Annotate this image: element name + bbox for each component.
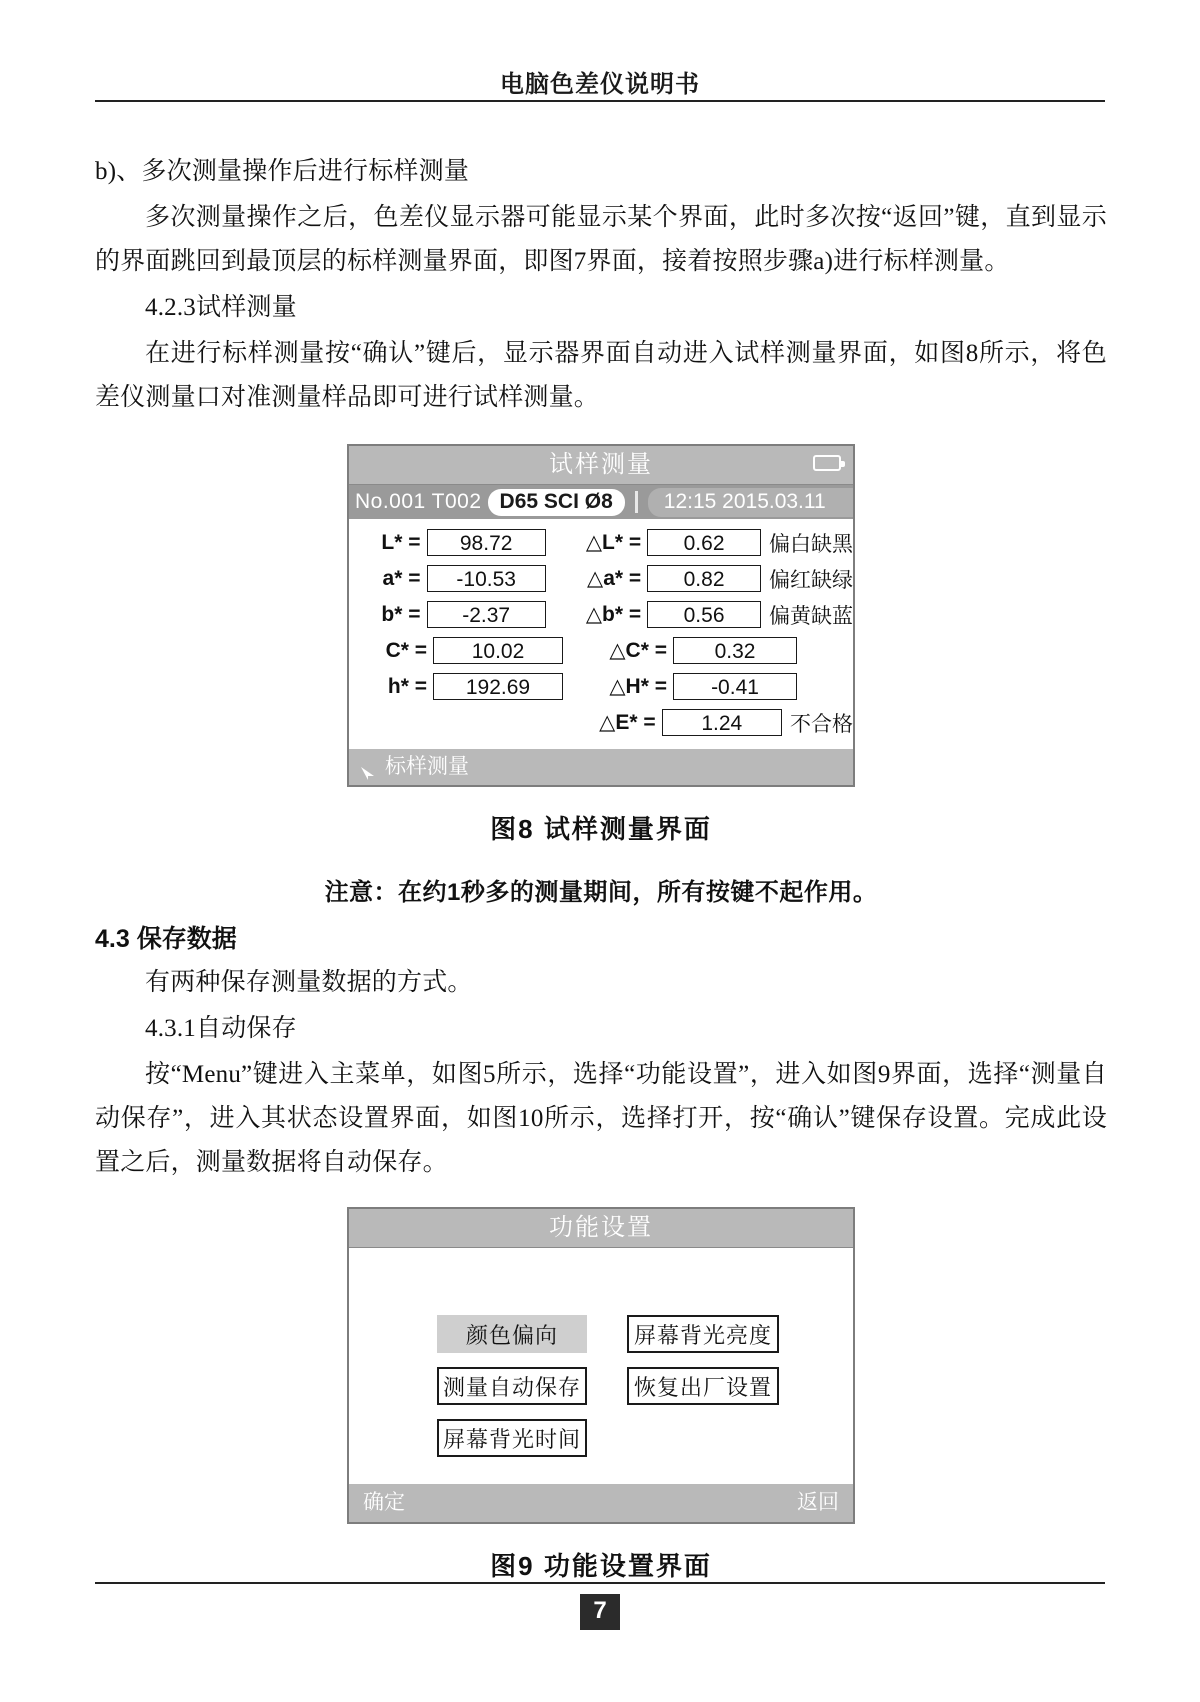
label-delta-a: △a* =	[587, 567, 642, 590]
hint-delta-b: 偏黄缺蓝	[768, 604, 853, 628]
measurement-row	[349, 599, 853, 630]
settings-footer-bar	[349, 1484, 853, 1522]
figure-8-caption: 图8 试样测量界面	[490, 814, 712, 844]
value-delta-b: 0.56	[647, 601, 761, 628]
value-C: 10.02	[433, 637, 563, 664]
label-delta-H: △H* =	[609, 675, 667, 698]
figure-9-caption: 图9 功能设置界面	[490, 1551, 712, 1581]
paragraph-repeat-measure: 多次测量操作之后，色差仪显示器可能显示某个界面，此时多次按“返回”键，直到显示的界面跳回到最顶层的标样测量界面，即图7界面，接着按照步骤a)进行标样测量。	[95, 204, 1107, 275]
label-delta-L: △L* =	[585, 531, 642, 554]
menu-gap	[587, 1367, 627, 1405]
hint-delta-E: 不合格	[789, 712, 853, 736]
running-header	[95, 64, 1105, 99]
paragraph-b-heading: b)、多次测量操作后进行标样测量	[95, 158, 470, 185]
settings-title-bar	[349, 1209, 853, 1248]
screen-title-bar	[349, 446, 853, 485]
device-screen-sample-measurement	[347, 444, 855, 787]
value-delta-L: 0.62	[647, 529, 761, 556]
settings-body	[349, 1248, 853, 1484]
value-delta-a: 0.82	[647, 565, 761, 592]
paragraph-auto-save: 按“Menu”键进入主菜单，如图5所示，选择“功能设置”，进入如图9界面，选择“测量自动保存”，进入其状态设置界面，如图10所示，选择打开，按“确认”键保存设置。完成此设置之后，测量数据将自动保存。	[95, 1061, 1107, 1176]
menu-item-color-tendency[interactable]: 颜色偏向	[437, 1315, 587, 1353]
back-button[interactable]: 返回	[797, 1491, 839, 1514]
section-4-3-heading: 4.3 保存数据	[95, 925, 237, 953]
menu-gap	[587, 1315, 627, 1353]
label-delta-b: △b* =	[585, 603, 642, 626]
page-content	[95, 150, 1107, 1583]
illuminant-badge: D65 SCI Ø8	[488, 489, 625, 516]
value-b: -2.37	[427, 601, 546, 628]
settings-title: 功能设置	[549, 1214, 653, 1241]
footer-divider	[95, 1582, 1105, 1584]
screen-footer-bar	[349, 749, 853, 785]
measurement-row	[349, 707, 853, 738]
attention-note: 注意：在约1秒多的测量期间，所有按键不起作用。	[324, 879, 878, 906]
label-a: a* =	[382, 566, 421, 590]
label-L: L* =	[381, 530, 421, 554]
value-a: -10.53	[427, 565, 546, 592]
value-h: 192.69	[433, 673, 563, 700]
label-h: h* =	[387, 674, 427, 698]
info-divider	[635, 491, 638, 513]
menu-item-factory-reset[interactable]: 恢复出厂设置	[627, 1367, 779, 1405]
measurement-values	[349, 519, 853, 749]
section-4-3-1-heading: 4.3.1自动保存	[145, 1015, 297, 1042]
page-number-value: 7	[580, 1594, 619, 1630]
label-delta-E: △E* =	[599, 711, 656, 734]
paragraph-sample-measure: 在进行标样测量按“确认”键后，显示器界面自动进入试样测量界面，如图8所示，将色差仪测量口对准测量样品即可进行试样测量。	[95, 340, 1107, 411]
value-L: 98.72	[427, 529, 546, 556]
page-number	[0, 1594, 1200, 1630]
hint-delta-L: 偏白缺黑	[768, 532, 853, 556]
screen-title: 试样测量	[549, 451, 653, 478]
value-delta-H: -0.41	[673, 673, 797, 700]
label-b: b* =	[381, 602, 421, 626]
menu-item-backlight-time[interactable]: 屏幕背光时间	[437, 1419, 587, 1457]
menu-gap	[627, 1419, 779, 1457]
back-arrow-icon[interactable]	[359, 759, 379, 777]
header-divider	[95, 100, 1105, 102]
value-delta-E: 1.24	[662, 709, 782, 736]
datetime-badge: 12:15 2015.03.11	[648, 488, 853, 517]
measurement-row	[349, 563, 853, 594]
figure-8	[95, 444, 1107, 846]
section-4-2-3-heading: 4.2.3试样测量	[145, 294, 297, 321]
footer-label-standard-measure[interactable]: 标样测量	[385, 755, 469, 778]
confirm-button[interactable]: 确定	[363, 1491, 405, 1514]
value-delta-C: 0.32	[673, 637, 797, 664]
sample-number: No.001 T002	[355, 490, 482, 513]
menu-item-auto-save[interactable]: 测量自动保存	[437, 1367, 587, 1405]
battery-icon	[813, 455, 841, 471]
measurement-row	[349, 671, 853, 702]
menu-gap	[587, 1419, 627, 1457]
menu-item-backlight-brightness[interactable]: 屏幕背光亮度	[627, 1315, 779, 1353]
figure-9	[95, 1207, 1107, 1583]
hint-delta-a: 偏红缺绿	[768, 568, 853, 592]
header-title: 电脑色差仪说明书	[500, 71, 700, 98]
screen-info-bar	[349, 485, 853, 519]
settings-menu	[437, 1312, 779, 1460]
paragraph-two-save-methods: 有两种保存测量数据的方式。	[145, 969, 473, 996]
label-delta-C: △C* =	[609, 639, 667, 662]
label-C: C* =	[385, 638, 427, 662]
measurement-row	[349, 635, 853, 666]
device-screen-function-settings	[347, 1207, 855, 1524]
measurement-row	[349, 527, 853, 558]
